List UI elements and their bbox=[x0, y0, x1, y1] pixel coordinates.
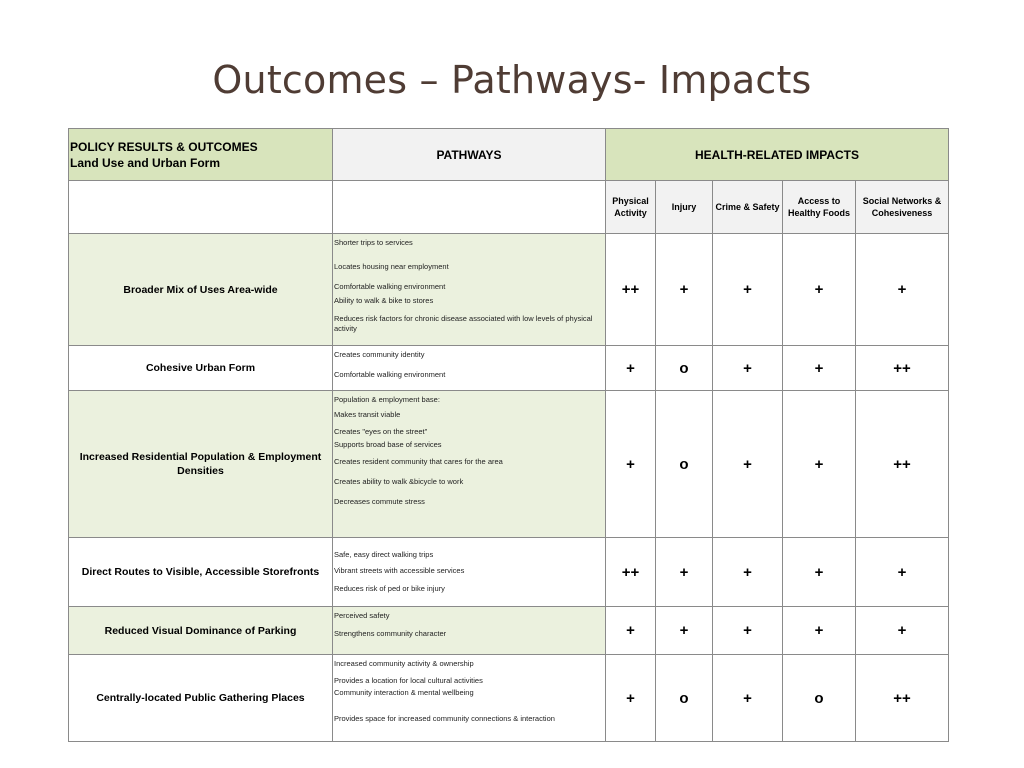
impact-mark: + bbox=[656, 234, 713, 346]
outcome-cell: Increased Residential Population & Employment Densities bbox=[69, 391, 333, 538]
pathway-item: Reduces risk factors for chronic disease associated with low levels of physical activity bbox=[334, 314, 593, 333]
pathway-item: Population & employment base: bbox=[334, 395, 440, 404]
impact-mark: + bbox=[713, 538, 783, 607]
pathways-cell bbox=[333, 655, 606, 742]
impact-mark: + bbox=[656, 538, 713, 607]
pathway-item: Provides a location for local cultural activities bbox=[334, 676, 483, 685]
pathways-cell bbox=[333, 234, 606, 346]
pathways-cell bbox=[333, 346, 606, 391]
table-row bbox=[69, 391, 949, 538]
pathway-item: Comfortable walking environment bbox=[334, 370, 446, 379]
outcome-cell: Cohesive Urban Form bbox=[69, 346, 333, 391]
pathway-item: Creates ability to walk &bicycle to work bbox=[334, 477, 464, 486]
pathway-item: Creates resident community that cares for the area bbox=[334, 457, 503, 466]
impact-header-line1: Injury bbox=[671, 202, 697, 212]
subheader-blank-outcome bbox=[69, 181, 333, 234]
impact-header-line1: Crime & Safety bbox=[715, 202, 780, 212]
pathway-item: Makes transit viable bbox=[334, 410, 401, 419]
table-row bbox=[69, 538, 949, 607]
table-row bbox=[69, 234, 949, 346]
pathways-cell bbox=[333, 391, 606, 538]
impact-mark: + bbox=[783, 234, 856, 346]
pathways-cell bbox=[333, 538, 606, 607]
impact-mark: o bbox=[656, 655, 713, 742]
pathway-item: Community interaction & mental wellbeing bbox=[334, 688, 474, 697]
pathway-item: Creates community identity bbox=[334, 350, 425, 359]
impact-header-line2: Healthy Foods bbox=[787, 208, 850, 218]
impact-mark: + bbox=[783, 346, 856, 391]
impact-header bbox=[783, 181, 856, 234]
header-pathways: PATHWAYS bbox=[333, 129, 606, 181]
pathway-item: Decreases commute stress bbox=[334, 497, 425, 506]
header-health-impacts: HEALTH-RELATED IMPACTS bbox=[606, 129, 949, 181]
impact-mark: + bbox=[713, 346, 783, 391]
impact-header bbox=[713, 181, 783, 234]
pathways-cell bbox=[333, 607, 606, 655]
pathway-item: Provides space for increased community connections & interaction bbox=[334, 714, 555, 723]
impact-mark: + bbox=[856, 607, 949, 655]
header-policy-line2: Land Use and Urban Form bbox=[70, 156, 221, 170]
impact-header bbox=[606, 181, 656, 234]
impact-mark: o bbox=[656, 391, 713, 538]
impact-mark: + bbox=[783, 538, 856, 607]
impact-mark: + bbox=[606, 655, 656, 742]
table-row bbox=[69, 655, 949, 742]
impact-mark: ++ bbox=[606, 538, 656, 607]
impact-mark: ++ bbox=[856, 346, 949, 391]
impact-header-line1: Physical bbox=[612, 196, 649, 206]
impact-mark: + bbox=[783, 391, 856, 538]
slide-title: Outcomes – Pathways- Impacts bbox=[212, 58, 812, 102]
impact-header bbox=[856, 181, 949, 234]
outcome-cell: Centrally-located Public Gathering Places bbox=[69, 655, 333, 742]
subheader-blank-pathways bbox=[333, 181, 606, 234]
pathway-item: Creates "eyes on the street" bbox=[334, 427, 428, 436]
impact-mark: o bbox=[783, 655, 856, 742]
pathway-item: Strengthens community character bbox=[334, 629, 447, 638]
table-row bbox=[69, 346, 949, 391]
outcome-cell: Direct Routes to Visible, Accessible Storefronts bbox=[69, 538, 333, 607]
pathway-item: Comfortable walking environment bbox=[334, 282, 446, 291]
impact-mark: + bbox=[713, 391, 783, 538]
impact-mark: ++ bbox=[856, 655, 949, 742]
outcome-cell: Reduced Visual Dominance of Parking bbox=[69, 607, 333, 655]
impact-mark: + bbox=[713, 234, 783, 346]
impact-mark: + bbox=[606, 607, 656, 655]
impact-header bbox=[656, 181, 713, 234]
impact-mark: + bbox=[856, 234, 949, 346]
header-policy-outcomes bbox=[69, 129, 333, 181]
impact-mark: ++ bbox=[606, 234, 656, 346]
impact-mark: o bbox=[656, 346, 713, 391]
impact-header-line1: Social Networks & bbox=[862, 196, 942, 206]
pathway-item: Safe, easy direct walking trips bbox=[334, 550, 434, 559]
impact-mark: + bbox=[606, 346, 656, 391]
impact-header-line2: Activity bbox=[614, 208, 647, 218]
outcome-cell: Broader Mix of Uses Area-wide bbox=[69, 234, 333, 346]
impact-mark: + bbox=[783, 607, 856, 655]
impact-mark: + bbox=[713, 607, 783, 655]
pathway-item: Reduces risk of ped or bike injury bbox=[334, 584, 445, 593]
pathway-item: Increased community activity & ownership bbox=[334, 659, 474, 668]
header-policy-line1: POLICY RESULTS & OUTCOMES bbox=[70, 140, 258, 154]
outcomes-table bbox=[68, 128, 949, 742]
pathway-item: Vibrant streets with accessible services bbox=[334, 566, 465, 575]
impact-mark: + bbox=[856, 538, 949, 607]
pathway-item: Shorter trips to services bbox=[334, 238, 413, 247]
impact-mark: ++ bbox=[856, 391, 949, 538]
pathway-item: Supports broad base of services bbox=[334, 440, 442, 449]
impact-mark: + bbox=[656, 607, 713, 655]
impact-header-line2: Cohesiveness bbox=[871, 208, 933, 218]
impact-header-line1: Access to bbox=[797, 196, 841, 206]
pathway-item: Perceived safety bbox=[334, 611, 390, 620]
pathway-item: Ability to walk & bike to stores bbox=[334, 296, 434, 305]
table-row bbox=[69, 607, 949, 655]
pathway-item: Locates housing near employment bbox=[334, 262, 449, 271]
impact-mark: + bbox=[606, 391, 656, 538]
impact-mark: + bbox=[713, 655, 783, 742]
